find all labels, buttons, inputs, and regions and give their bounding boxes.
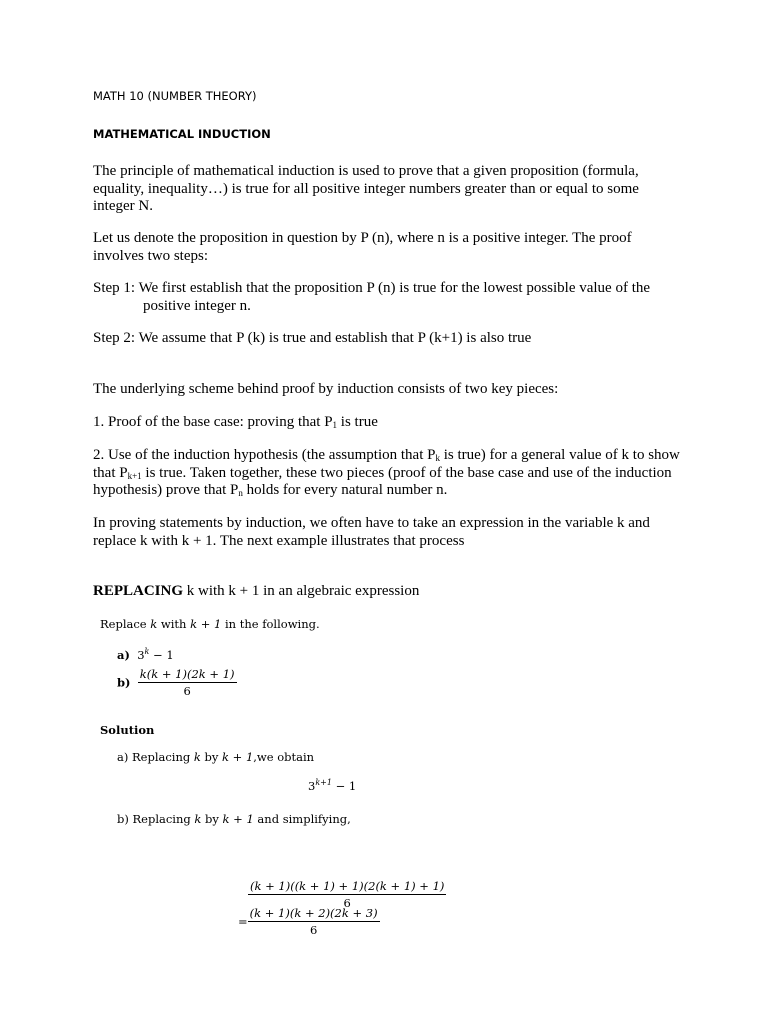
- intro-paragraph: The principle of mathematical induction is used to prove that a given proposition (formula, equality, inequality…) is true for all positive integer numbers greater than or equal to some integer N.: [93, 163, 639, 214]
- sol-a-mid: by: [200, 750, 223, 764]
- item-2-sub-n: n: [238, 488, 243, 498]
- step-1-head: Step 1: We first establish that the proposition P (n) is true for the lowest possible value of the: [93, 280, 651, 296]
- step-1: [93, 280, 683, 315]
- sol-a-var: k: [193, 750, 201, 764]
- item-2-sub-k1: k+1: [127, 470, 142, 481]
- example-heading: [93, 583, 419, 601]
- fraction-1-numerator: (k + 1)((k + 1) + 1)(2(k + 1) + 1): [250, 879, 445, 893]
- solution-title: Solution: [100, 723, 155, 737]
- fraction-1-denominator: 6: [343, 896, 351, 910]
- item-2-c: is true. Taken together, these two pieces (proof of the base case and use of the induction hypothesis) prove that P: [93, 464, 672, 498]
- prompt-var: k: [150, 617, 158, 631]
- solution-a-result: [308, 778, 356, 793]
- sol-b-expr: k + 1: [222, 812, 254, 826]
- course-title: MATH 10 (NUMBER THEORY): [93, 89, 257, 103]
- sol-b-post: and simplifying,: [253, 812, 351, 826]
- sol-a-res-base: 3: [308, 778, 316, 793]
- prompt-pre: Replace: [100, 617, 151, 631]
- prompt-expr: k + 1: [190, 617, 222, 631]
- fraction-2: [248, 906, 380, 937]
- sol-a-pre: a) Replacing: [117, 750, 194, 764]
- item-2: [93, 447, 683, 500]
- part-b: [117, 667, 237, 698]
- item-1-post: is true: [337, 414, 378, 430]
- item-1: [93, 414, 683, 432]
- item-2-a: 2. Use of the induction hypothesis (the assumption that P: [93, 447, 436, 463]
- example-heading-bold: REPLACING: [93, 583, 184, 599]
- item-2-b: is true) for a general value of k to show that P: [93, 447, 680, 481]
- part-a: [117, 647, 174, 662]
- item-2-sub-k: k: [435, 453, 440, 463]
- part-b-denominator: 6: [183, 684, 191, 698]
- step-1-tail: positive integer n.: [143, 297, 251, 314]
- proving-paragraph: In proving statements by induction, we often have to take an expression in the variable k and replace k with k + 1. The next example illustrates that process: [93, 515, 650, 549]
- item-2-d: holds for every natural number n.: [242, 482, 448, 498]
- equals-sign: =: [238, 914, 248, 929]
- sol-a-res-exp: k+1: [315, 778, 332, 787]
- part-b-label: b): [117, 675, 131, 690]
- denote-paragraph: Let us denote the proposition in question by P (n), where n is a positive integer. The proof involves two steps:: [93, 230, 632, 264]
- sol-a-expr: k + 1: [222, 750, 254, 764]
- part-b-fraction: [138, 667, 237, 698]
- fraction-2-denominator: 6: [309, 923, 318, 937]
- solution-b: [117, 812, 351, 826]
- part-b-numerator: k(k + 1)(2k + 1): [139, 667, 235, 681]
- sol-b-pre: b) Replacing: [117, 812, 195, 826]
- sol-a-post: ,we obtain: [253, 750, 315, 764]
- prompt-post: in the following.: [221, 617, 320, 631]
- item-1-sub: 1: [332, 420, 338, 430]
- solution-b-fraction-2: [238, 906, 380, 937]
- example-prompt: [100, 617, 320, 631]
- fraction-2-numerator: (k + 1)(k + 2)(2k + 3): [249, 906, 378, 920]
- part-a-rest: − 1: [149, 647, 174, 662]
- prompt-mid: with: [157, 617, 191, 631]
- sol-b-mid: by: [201, 812, 223, 826]
- example-heading-rest: k with k + 1 in an algebraic expression: [183, 583, 420, 599]
- part-a-base: 3: [137, 647, 145, 662]
- sol-a-res-rest: − 1: [331, 778, 357, 793]
- sol-b-var: k: [194, 812, 202, 826]
- solution-a: [117, 750, 314, 764]
- step-2: Step 2: We assume that P (k) is true and establish that P (k+1) is also true: [93, 330, 532, 346]
- item-1-text: 1. Proof of the base case: proving that P: [93, 414, 333, 430]
- part-a-exp: k: [144, 647, 150, 656]
- scheme-paragraph: The underlying scheme behind proof by induction consists of two key pieces:: [93, 381, 559, 397]
- section-title: MATHEMATICAL INDUCTION: [93, 127, 271, 141]
- part-a-label: a): [117, 647, 130, 662]
